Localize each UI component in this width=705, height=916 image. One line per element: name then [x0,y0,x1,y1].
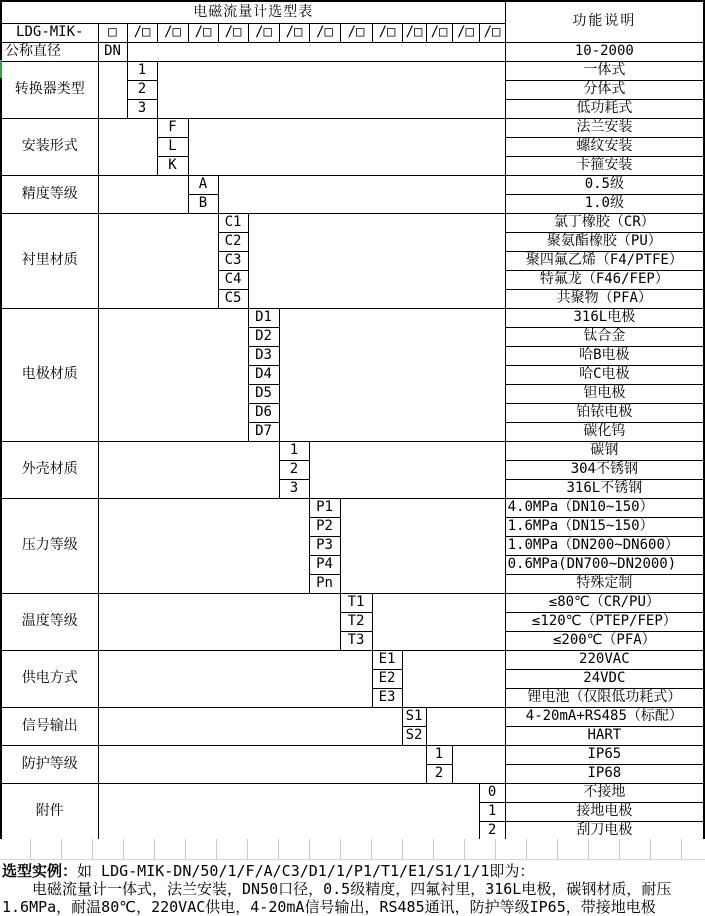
table-row [1,213,704,232]
empty-cell [98,175,188,213]
empty-cell [98,707,402,745]
table-row [1,1,704,23]
empty-cell [426,707,505,745]
desc-cell: 螺纹安装 [505,137,704,156]
desc-cell: 特氟龙（F46/FEP） [505,270,704,289]
code-cell: C1 [218,213,248,232]
desc-cell: 分体式 [505,80,704,99]
code-box: /□ [452,23,479,42]
desc-cell: 接地电极 [505,802,704,821]
section-label: 转换器类型 [1,61,98,118]
section-label: 安装形式 [1,118,98,175]
desc-cell: 一体式 [505,61,704,80]
example-model-string: 如 LDG-MIK-DN/50/1/F/A/C3/D1/1/P1/T1/E1/S1/1/1即为： [77,862,535,880]
code-cell: B [188,194,218,213]
code-box: /□ [479,23,505,42]
desc-cell: 316L电极 [505,308,704,327]
code-cell: 1 [426,745,452,764]
desc-cell: 特殊定制 [505,574,704,593]
code-cell: 0 [479,783,505,802]
desc-cell: HART [505,726,704,745]
desc-cell: 0.5级 [505,175,704,194]
section-label: 供电方式 [1,650,98,707]
table-row [1,441,704,460]
desc-cell: 220VAC [505,650,704,669]
empty-cell [309,441,505,498]
code-cell: S2 [402,726,426,745]
code-cell: 2 [479,821,505,840]
empty-cell [98,498,309,593]
code-cell: P3 [309,536,340,555]
desc-cell: 共聚物（PFA） [505,289,704,308]
code-cell: K [157,156,188,175]
empty-cell [402,650,505,707]
code-cell: P1 [309,498,340,517]
desc-cell: 碳钢 [505,441,704,460]
code-cell: E1 [372,650,402,669]
code-cell: D5 [248,384,279,403]
code-box: /□ [127,23,157,42]
code-cell: 2 [127,80,157,99]
code-cell: T3 [340,631,372,650]
code-cell: S1 [402,707,426,726]
code-box: /□ [157,23,188,42]
code-cell: D6 [248,403,279,422]
code-cell: P4 [309,555,340,574]
section-label: 精度等级 [1,175,98,213]
empty-cell [188,118,505,175]
desc-cell: 4-20mA+RS485（标配） [505,707,704,726]
section-label: 温度等级 [1,593,98,650]
code-cell: F [157,118,188,137]
selection-example [0,861,705,916]
empty-cell [98,593,340,650]
model-prefix: LDG-MIK- [1,23,98,42]
section-label: 附件 [1,783,98,840]
empty-cell [452,745,505,783]
first-code-box: □ [98,23,127,42]
desc-cell: 0.6MPa(DN700~DN2000) [505,555,704,574]
code-box: /□ [402,23,426,42]
code-cell: 3 [127,99,157,118]
code-cell: Pn [309,574,340,593]
desc-cell: IP68 [505,764,704,783]
code-box: /□ [340,23,372,42]
table-row [1,118,704,137]
desc-cell: ≤80℃（CR/PU） [505,593,704,612]
empty-cell [98,61,127,118]
desc-cell: 哈C电极 [505,365,704,384]
example-description: 电磁流量计一体式，法兰安装，DN50口径，0.5级精度，四氟衬里，316L电极，碳钢材质，耐压1.6MPa，耐温80℃，220VAC供电，4-20mA信号输出，RS485通讯，防护等级IP65，带接地电极 [2,880,672,916]
example-heading [2,862,703,880]
code-cell: D3 [248,346,279,365]
code-cell: 1 [479,802,505,821]
code-cell: 1 [279,441,309,460]
code-cell: D1 [248,308,279,327]
desc-cell: 24VDC [505,669,704,688]
table-body [1,1,704,840]
excel-gridlines [0,839,705,860]
empty-cell [157,61,505,118]
code-cell: D7 [248,422,279,441]
desc-cell: 氯丁橡胶（CR） [505,213,704,232]
code-box: /□ [279,23,309,42]
empty-cell [98,745,426,783]
desc-cell: 聚四氟乙烯（F4/PTFE） [505,251,704,270]
desc-cell: 钛合金 [505,327,704,346]
empty-cell [98,118,157,175]
desc-cell: ≤120℃（PTEP/FEP） [505,612,704,631]
code-cell: 2 [279,460,309,479]
page-title: 电磁流量计选型表 [1,1,505,23]
code-cell: D4 [248,365,279,384]
section-label: 外壳材质 [1,441,98,498]
desc-cell: 低功耗式 [505,99,704,118]
desc-cell: 刮刀电极 [505,821,704,840]
desc-cell: 钽电极 [505,384,704,403]
code-cell: P2 [309,517,340,536]
empty-cell [218,175,505,213]
desc-cell: 不接地 [505,783,704,802]
code-cell: L [157,137,188,156]
code-cell: T2 [340,612,372,631]
code-cell: DN [98,42,127,61]
desc-cell: 碳化钨 [505,422,704,441]
table-row [1,650,704,669]
section-label: 公称直径 [1,42,98,61]
table-row [1,707,704,726]
code-cell: A [188,175,218,194]
empty-cell [127,42,505,61]
code-cell: 3 [279,479,309,498]
green-marker [0,60,2,78]
section-label: 信号输出 [1,707,98,745]
empty-cell [98,213,218,308]
code-cell: C5 [218,289,248,308]
code-cell: T1 [340,593,372,612]
code-cell: 2 [426,764,452,783]
code-box: /□ [309,23,340,42]
code-box: /□ [218,23,248,42]
table-row [1,61,704,80]
empty-cell [98,441,279,498]
code-box: /□ [188,23,218,42]
desc-cell: 哈B电极 [505,346,704,365]
section-label: 衬里材质 [1,213,98,308]
code-cell: C2 [218,232,248,251]
code-cell: E3 [372,688,402,707]
desc-cell: 锂电池（仅限低功耗式） [505,688,704,707]
desc-cell: 316L不锈钢 [505,479,704,498]
desc-cell: 4.0MPa（DN10~150） [505,498,704,517]
empty-cell [98,308,248,441]
desc-cell: 铂铱电极 [505,403,704,422]
desc-cell: 聚氨酯橡胶（PU） [505,232,704,251]
desc-cell: IP65 [505,745,704,764]
function-column-header: 功能说明 [505,1,704,42]
empty-cell [98,650,372,707]
table-row [1,175,704,194]
desc-cell: ≤200℃（PFA） [505,631,704,650]
table-row [1,745,704,764]
empty-cell [340,498,505,593]
section-label: 电极材质 [1,308,98,441]
desc-cell: 法兰安装 [505,118,704,137]
section-label: 防护等级 [1,745,98,783]
desc-cell: 1.6MPa（DN15~150） [505,517,704,536]
code-box: /□ [372,23,402,42]
empty-cell [248,213,505,308]
code-cell: 1 [127,61,157,80]
table-row [1,42,704,61]
table-row [1,783,704,802]
code-cell: D2 [248,327,279,346]
table-row [1,593,704,612]
desc-cell: 1.0级 [505,194,704,213]
example-lead: 选型实例： [2,862,78,880]
code-box: /□ [426,23,452,42]
desc-cell: 10-2000 [505,42,704,61]
table-row [1,308,704,327]
empty-cell [279,308,505,441]
desc-cell: 卡箍安装 [505,156,704,175]
table-row [1,498,704,517]
code-box: /□ [248,23,279,42]
desc-cell: 304不锈钢 [505,460,704,479]
empty-cell [372,593,505,650]
code-cell: C3 [218,251,248,270]
section-label: 压力等级 [1,498,98,593]
code-cell: E2 [372,669,402,688]
empty-cell [98,783,479,840]
code-cell: C4 [218,270,248,289]
desc-cell: 1.0MPa（DN200~DN600） [505,536,704,555]
